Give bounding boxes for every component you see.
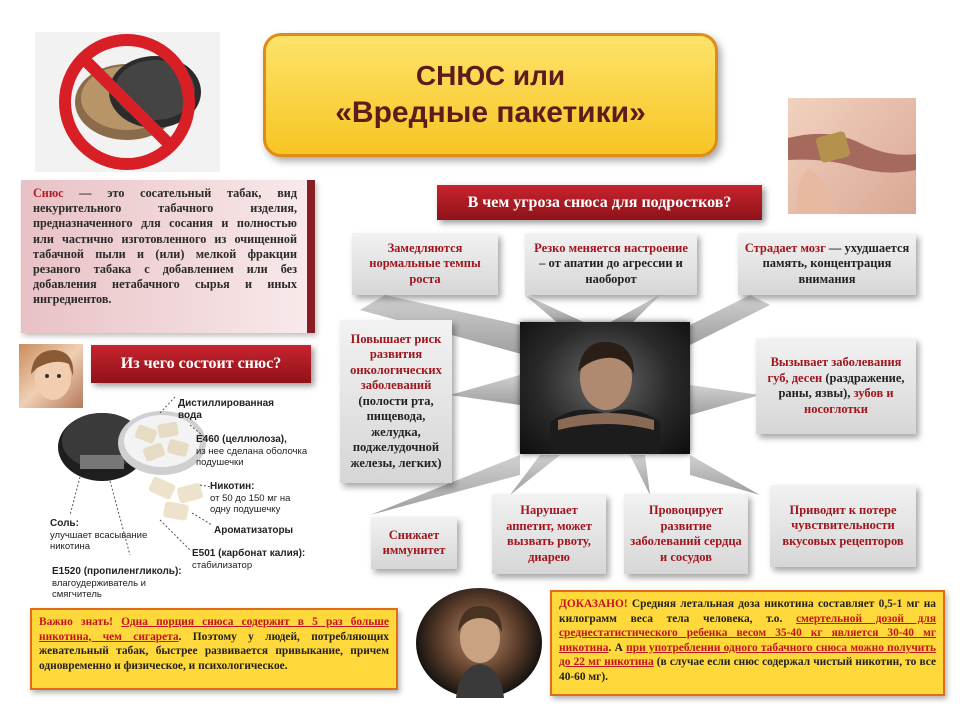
threat-immunity-text: Снижает иммунитет xyxy=(382,527,446,557)
threat-taste-text: Приводит к потере чувствительности вкусовых рецепторов xyxy=(782,502,904,548)
note-right-highlight2: при употреблении одного табачного снюса можно получить до 22 мг никотина xyxy=(559,641,936,669)
snus-tin-icon xyxy=(58,411,206,481)
proven-note xyxy=(550,590,945,696)
threat-cancer-dark: (полости рта, пищевода, желудка, поджелудочной железы, легких) xyxy=(350,393,442,470)
mouth-snus-photo xyxy=(788,98,916,214)
threat-mood-red: Резко меняется настроение xyxy=(534,240,688,255)
snus-definition xyxy=(21,180,315,333)
boy-face-icon xyxy=(416,588,542,698)
salt-desc: улучшает всасывание никотина xyxy=(50,529,148,552)
label-flavor xyxy=(214,525,324,537)
note-left-rest: . Поэтому у людей, потребляющих жевательный табак, быстрее развивается привыкание, причем одновременно и физическое, и психологическое. xyxy=(39,630,389,672)
snus-pouches-icon xyxy=(148,476,204,521)
threat-brain-red: Страдает мозг xyxy=(744,240,826,255)
threat-brain-text xyxy=(744,241,910,288)
threat-cancer-text xyxy=(346,332,446,472)
threat-immunity xyxy=(371,517,457,569)
title-banner xyxy=(263,33,718,157)
threat-growth-text: Замедляются нормальные темпы роста xyxy=(369,240,481,286)
threat-gums-red: Вызывает заболевания губ, десен xyxy=(767,355,902,385)
ban-snus-image xyxy=(35,32,220,172)
e460-title: E460 (целлюлоза), xyxy=(196,434,287,445)
sad-teen-photo xyxy=(520,322,690,454)
label-e460 xyxy=(196,434,311,469)
threat-cancer xyxy=(340,320,452,483)
e1520-title: E1520 (пропиленгликоль): xyxy=(52,566,182,577)
label-salt xyxy=(50,518,160,553)
note-right-lead: ДОКАЗАНО! xyxy=(559,598,628,610)
important-note xyxy=(30,608,398,690)
e501-desc: стабилизатор xyxy=(192,559,253,571)
water-text: Дистиллированная вода xyxy=(178,398,275,421)
e460-desc: из нее сделана оболочка подушечки xyxy=(196,445,308,468)
definition-text: — это сосательный табак, вид некурительного табачного изделия, предназначенного для сосания и полностью или частично изготовленного из очищенной табачной пыли и (или) мелкой фракции резаного табака с добавлением или без добавления нетабачного сырья и иных ингредиентов. xyxy=(33,186,297,307)
note-left-lead: Важно знать! xyxy=(39,616,113,628)
threat-gums-text xyxy=(762,355,910,417)
threat-gums-red-2: зубов и носоглотки xyxy=(804,386,894,416)
title-line-2: «Вредные пакетики» xyxy=(335,96,646,129)
threat-heart-text: Провоцирует развитие заболеваний сердца и сосудов xyxy=(630,503,742,564)
note-left-highlight: Одна порция снюса содержит в 5 раз больше никотина, чем сигарета xyxy=(39,616,389,643)
threat-heart xyxy=(624,494,748,574)
threat-taste xyxy=(770,485,916,567)
threat-gums xyxy=(756,338,916,434)
note-right-part2: . А xyxy=(608,641,627,654)
threat-mood-text xyxy=(531,241,691,288)
mouth-photo-icon xyxy=(788,98,916,214)
threat-mood xyxy=(525,233,697,295)
threat-cancer-red: Повышает риск развития онкологических заболеваний xyxy=(350,331,442,393)
threat-appetite xyxy=(492,494,606,574)
note-right-part3: (в случае если снюс содержал чистый никотин, то все 40-60 мг). xyxy=(559,656,936,683)
nicotine-title: Никотин: xyxy=(210,481,255,492)
label-e501 xyxy=(192,548,322,571)
label-water xyxy=(178,398,288,421)
label-e1520 xyxy=(52,566,192,601)
e501-title: E501 (карбонат калия): xyxy=(192,548,306,559)
sad-teen-icon xyxy=(520,322,690,454)
label-nicotine xyxy=(210,481,310,516)
salt-title: Соль: xyxy=(50,518,79,529)
threat-growth xyxy=(352,233,498,295)
composition-header: Из чего состоит снюс? xyxy=(91,345,311,383)
nicotine-desc: от 50 до 150 мг на одну подушечку xyxy=(210,492,291,515)
definition-term: Снюс xyxy=(33,186,64,200)
threat-brain xyxy=(738,233,916,295)
flavor-text: Ароматизаторы xyxy=(214,525,294,536)
threat-brain-dark: — ухудшается память, концентрация внимания xyxy=(762,240,910,286)
note-right-part1: Средняя летальная доза никотина составляет 0,5-1 мг на килограмм веса тела человека, т.о. xyxy=(559,598,936,625)
threat-header: В чем угроза снюса для подростков? xyxy=(437,185,762,220)
title-line-1: СНЮС или xyxy=(415,60,566,91)
no-snus-icon xyxy=(35,32,220,172)
threat-appetite-text: Нарушает аппетит, может вызвать рвоту, диарею xyxy=(506,503,592,564)
boy-photo xyxy=(416,588,542,698)
note-right-highlight1: смертельной дозой для среднестатистического ребенка весом 35-40 кг является 30-40 мг никотина xyxy=(559,612,936,654)
e1520-desc: влагоудерживатель и смягчитель xyxy=(52,577,146,600)
threat-gums-dark: (раздражение, раны, язвы), xyxy=(778,370,905,400)
threat-mood-dark: – от апатии до агрессии и наоборот xyxy=(539,256,683,286)
